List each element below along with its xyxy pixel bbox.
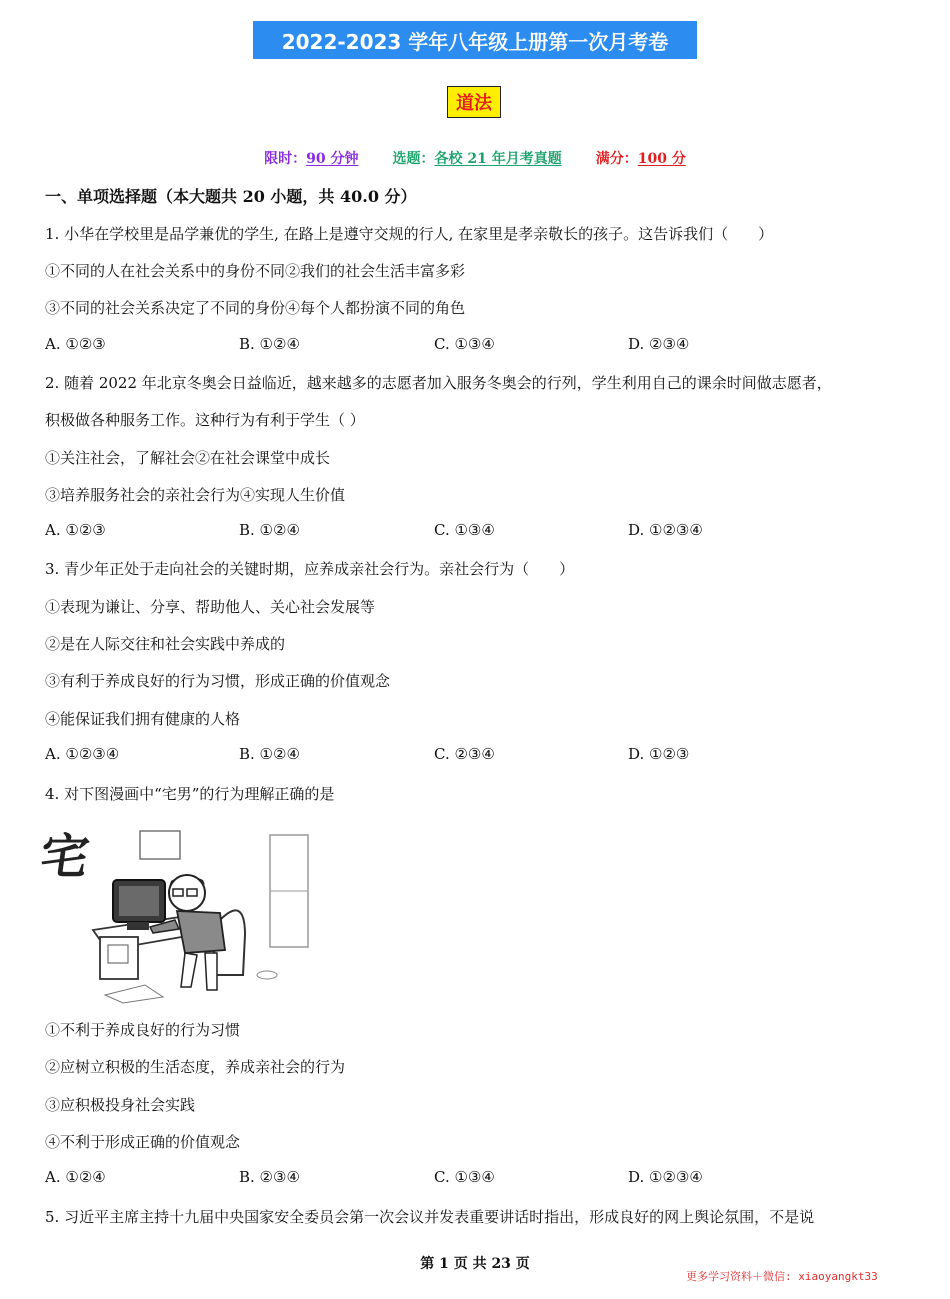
option-b[interactable]: B. ①②④: [239, 335, 300, 353]
option-a[interactable]: A. ①②③: [45, 335, 106, 353]
question-3-item: ③有利于养成良好的行为习惯，形成正确的价值观念: [45, 672, 391, 690]
section-title: 一、单项选择题（本大题共 20 小题，共 40.0 分）: [45, 187, 417, 206]
option-c[interactable]: C. ①③④: [434, 335, 495, 353]
option-a[interactable]: A. ①②③: [45, 521, 106, 539]
monitor-stand: [127, 922, 149, 930]
question-2-item: ③培养服务社会的亲社会行为④实现人生价值: [45, 486, 346, 504]
wall-picture: [140, 831, 180, 859]
option-d[interactable]: D. ①②③④: [628, 521, 703, 539]
question-1-item: ①不同的人在社会关系中的身份不同②我们的社会生活丰富多彩: [45, 262, 466, 280]
option-a[interactable]: A. ①②③④: [45, 745, 120, 763]
exam-title: 2022-2023 学年八年级上册第一次月考卷: [253, 21, 697, 59]
time-limit: 限时：90 分钟: [264, 151, 359, 167]
page-number: 第 1 页 共 23 页: [420, 1256, 530, 1272]
question-2-stem: 2. 随着 2022 年北京冬奥会日益临近，越来越多的志愿者加入服务冬奥会的行列，学生利用自己的课余时间做志愿者，: [45, 374, 832, 392]
floor-bottle: [257, 971, 277, 979]
watermark: 更多学习资料＋微信: xiaoyangkt33: [686, 1270, 878, 1283]
question-4-item: ①不利于养成良好的行为习惯: [45, 1021, 241, 1039]
paper-on-desk: [108, 945, 128, 963]
option-a[interactable]: A. ①②④: [45, 1168, 106, 1186]
person-shirt: [177, 911, 225, 953]
question-4-item: ④不利于形成正确的价值观念: [45, 1133, 241, 1151]
question-2-stem: 积极做各种服务工作。这种行为有利于学生（ ）: [45, 411, 365, 429]
floor-papers: [105, 985, 163, 1003]
person-leg: [205, 953, 217, 990]
option-b[interactable]: B. ①②④: [239, 521, 300, 539]
question-3-stem: 3. 青少年正处于走向社会的关键时期，应养成亲社会行为。亲社会行为（ ）: [45, 560, 575, 578]
question-1-stem: 1. 小华在学校里是品学兼优的学生, 在路上是遵守交规的行人, 在家里是孝亲敬长的孩子。这告诉我们（ ）: [45, 225, 774, 243]
question-2-item: ①关注社会，了解社会②在社会课堂中成长: [45, 449, 331, 467]
exam-meta: [0, 148, 950, 168]
option-d[interactable]: D. ②③④: [628, 335, 690, 353]
option-c[interactable]: C. ②③④: [434, 745, 495, 763]
question-source: 选题：各校 21 年月考真题: [392, 151, 562, 167]
question-3-item: ②是在人际交往和社会实践中养成的: [45, 635, 286, 653]
question-4-item: ③应积极投身社会实践: [45, 1096, 196, 1114]
subject-badge: 道法: [447, 86, 501, 118]
cartoon-caption: 宅: [36, 829, 93, 885]
option-c[interactable]: C. ①③④: [434, 521, 495, 539]
question-4-item: ②应树立积极的生活态度，养成亲社会的行为: [45, 1058, 346, 1076]
option-d[interactable]: D. ①②③④: [628, 1168, 703, 1186]
question-5-stem: 5. 习近平主席主持十九届中央国家安全委员会第一次会议并发表重要讲话时指出，形成良好的网上舆论氛围，不是说: [45, 1208, 815, 1226]
question-4-stem: 4. 对下图漫画中“宅男”的行为理解正确的是: [45, 785, 335, 803]
question-1-item: ③不同的社会关系决定了不同的身份④每个人都扮演不同的角色: [45, 299, 466, 317]
option-d[interactable]: D. ①②③: [628, 745, 690, 763]
otaku-cartoon-image: [36, 825, 313, 1005]
full-score: 满分：100 分: [595, 151, 686, 167]
option-b[interactable]: B. ②③④: [239, 1168, 300, 1186]
question-3-item: ④能保证我们拥有健康的人格: [45, 710, 241, 728]
question-3-item: ①表现为谦让、分享、帮助他人、关心社会发展等: [45, 598, 376, 616]
person-leg: [181, 953, 197, 987]
monitor-screen: [119, 886, 159, 916]
option-c[interactable]: C. ①③④: [434, 1168, 495, 1186]
option-b[interactable]: B. ①②④: [239, 745, 300, 763]
